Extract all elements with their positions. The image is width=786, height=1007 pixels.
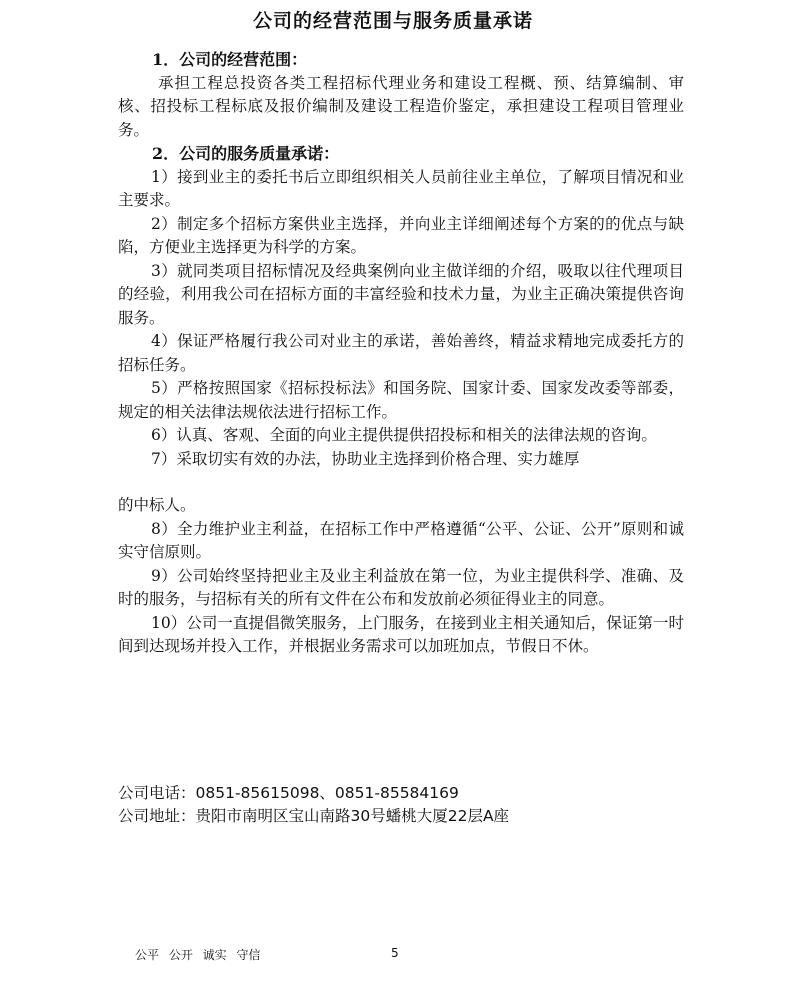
commitment-item-3: 3）就同类项目招标情况及经典案例向业主做详细的介绍，吸取以往代理项目的经验，利用我公司在招标方面的丰富经验和技术力量，为业主正确决策提供咨询服务。 xyxy=(118,261,684,327)
commitment-item-8: 8）全力维护业主利益，在招标工作中严格遵循“公平、公证、公开”原则和诚实守信原则。 xyxy=(118,519,684,561)
footer-motto: 公平 公开 诚实 守信 xyxy=(135,948,261,962)
commitment-item-10: 10）公司一直提倡微笑服务，上门服务，在接到业主相关通知后，保证第一时间到达现场并投入工作，并根据业务需求可以加班加点，节假日不休。 xyxy=(118,613,684,655)
commitment-item-6: 6）认真、客观、全面的向业主提供提供招投标和相关的法律法规的咨询。 xyxy=(151,426,657,444)
business-scope-paragraph: 承担工程总投资各类工程招标代理业务和建设工程概、预、结算编制、审核、招投标工程标底及报价编制及建设工程造价鉴定，承担建设工程项目管理业务。 xyxy=(118,73,684,139)
company-phone: 公司电话：0851-85615098、0851-85584169 xyxy=(118,784,459,802)
commitment-item-7-continuation: 的中标人。 xyxy=(118,496,196,514)
section-heading-service-commitment: 2．公司的服务质量承诺： xyxy=(152,144,340,163)
page-title: 公司的经营范围与服务质量承诺 xyxy=(252,10,533,32)
commitment-item-5: 5）严格按照国家《招标投标法》和国务院、国家计委、国家发改委等部委，规定的相关法律法规依法进行招标工作。 xyxy=(118,379,684,421)
contact-block xyxy=(118,782,509,828)
commitment-item-4: 4）保证严格履行我公司对业主的承诺，善始善终，精益求精地完成委托方的招标任务。 xyxy=(118,332,684,374)
commitment-item-9: 9）公司始终坚持把业主及业主利益放在第一位，为业主提供科学、准确、及时的服务，与招标有关的所有文件在公布和发放前必须征得业主的同意。 xyxy=(118,566,684,608)
commitment-item-7: 7）采取切实有效的办法，协助业主选择到价格合理、实力雄厚 xyxy=(151,449,580,468)
document-body xyxy=(118,48,684,659)
company-address: 公司地址：贵阳市南明区宝山南路30号蟠桃大厦22层A座 xyxy=(118,807,510,825)
section-heading-business-scope: 1．公司的经营范围： xyxy=(152,50,308,69)
commitment-item-2: 2）制定多个招标方案供业主选择，并向业主详细阐述每个方案的的优点与缺陷，方便业主选择更为科学的方案。 xyxy=(118,214,684,256)
commitment-item-1: 1）接到业主的委托书后立即组织相关人员前往业主单位，了解项目情况和业主要求。 xyxy=(118,167,684,209)
page-number: 5 xyxy=(391,946,399,960)
